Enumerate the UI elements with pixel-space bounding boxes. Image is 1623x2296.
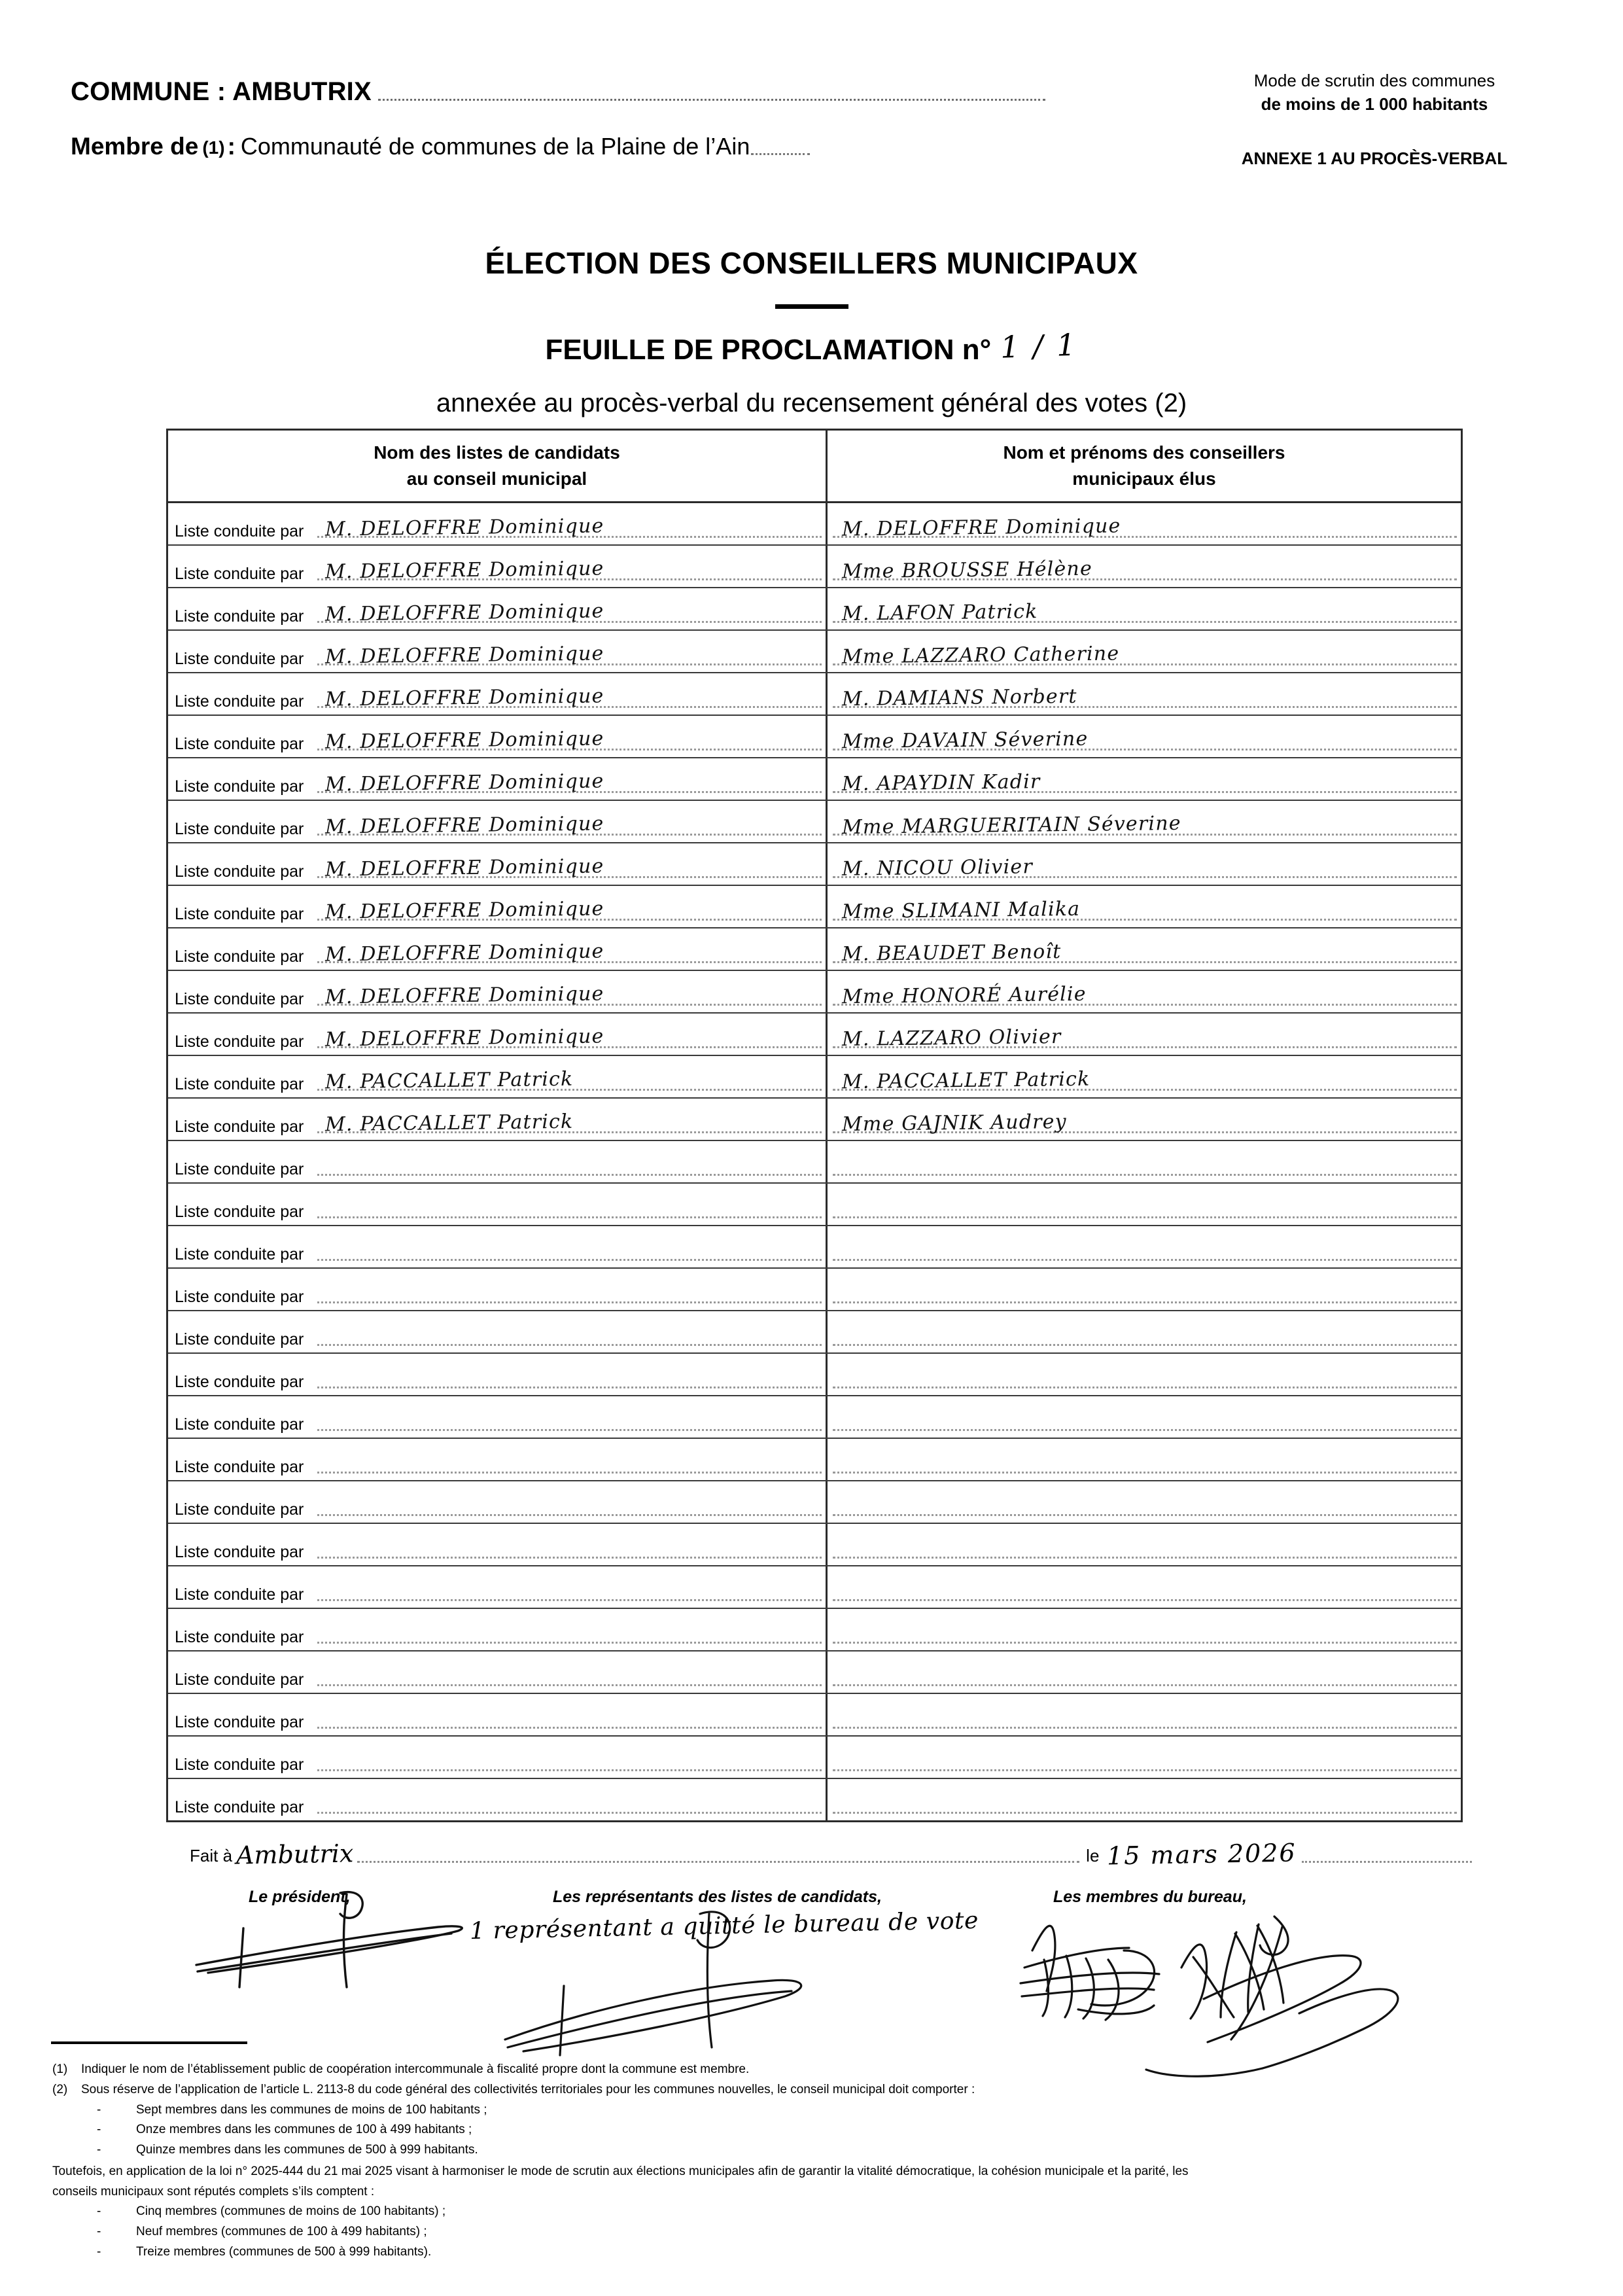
row-list-handwritten: M. DELOFFRE Dominique [324, 855, 604, 881]
table-row[interactable] [168, 843, 1461, 886]
table-row[interactable] [168, 1269, 1461, 1311]
table-row[interactable] [168, 1694, 1461, 1737]
row-elected-handwritten: M. BEAUDET Benoît [841, 940, 1062, 966]
row-prefix-label: Liste conduite par [175, 990, 304, 1008]
row-prefix-label: Liste conduite par [175, 1756, 304, 1774]
row-list-handwritten: M. DELOFFRE Dominique [324, 1025, 604, 1051]
row-dotted-fill [833, 1174, 1457, 1176]
le-label: le [1086, 1846, 1100, 1865]
row-dotted-fill [317, 1259, 822, 1261]
membre-footnote-mark: (1) [202, 137, 225, 158]
row-prefix-label: Liste conduite par [175, 1585, 304, 1604]
scrutin-mode-line2: de moins de 1 000 habitants [1261, 94, 1488, 114]
row-prefix-label: Liste conduite par [175, 1118, 304, 1136]
row-elected-cell[interactable] [828, 1694, 1461, 1735]
table-row[interactable] [168, 1056, 1461, 1099]
row-prefix-label: Liste conduite par [175, 607, 304, 626]
table-row[interactable] [168, 1737, 1461, 1779]
row-prefix-label: Liste conduite par [175, 820, 304, 838]
row-dotted-fill [317, 1301, 822, 1303]
table-row[interactable] [168, 1779, 1461, 1820]
row-elected-handwritten: Mme SLIMANI Malika [841, 897, 1081, 924]
column-header-lists-line2: au conseil municipal [406, 468, 587, 489]
table-row[interactable] [168, 1566, 1461, 1609]
bullet-dash: - [97, 2244, 101, 2259]
row-prefix-label: Liste conduite par [175, 1033, 304, 1051]
table-row[interactable] [168, 1099, 1461, 1141]
row-prefix-label: Liste conduite par [175, 905, 304, 923]
commune-label: COMMUNE : AMBUTRIX [71, 77, 372, 106]
row-list-handwritten: M. PACCALLET Patrick [324, 1110, 574, 1137]
row-elected-cell[interactable] [828, 1056, 1461, 1097]
row-list-cell[interactable] [168, 801, 828, 842]
footnote-1-text: Indiquer le nom de l’établissement public de coopération intercommunale à fiscalité propre dont la commune est membre. [81, 2062, 750, 2076]
row-dotted-fill [833, 1642, 1457, 1644]
row-list-cell[interactable] [168, 631, 828, 672]
footnote-2-bullet-3 [97, 2140, 1583, 2161]
footnote-1-mark: (1) [52, 2062, 68, 2076]
row-dotted-fill [833, 1599, 1457, 1601]
row-elected-cell[interactable] [828, 1099, 1461, 1140]
row-prefix-label: Liste conduite par [175, 1330, 304, 1349]
row-list-cell[interactable] [168, 1014, 828, 1055]
row-dotted-fill [833, 1386, 1457, 1388]
row-dotted-fill [317, 1812, 822, 1814]
row-list-handwritten: M. DELOFFRE Dominique [324, 684, 604, 711]
row-prefix-label: Liste conduite par [175, 1245, 304, 1263]
row-elected-cell[interactable] [828, 716, 1461, 757]
row-list-cell[interactable] [168, 1524, 828, 1565]
row-list-handwritten: M. DELOFFRE Dominique [324, 514, 604, 541]
table-row[interactable] [168, 1651, 1461, 1694]
row-prefix-label: Liste conduite par [175, 1160, 304, 1178]
row-list-handwritten: M. DELOFFRE Dominique [324, 599, 604, 626]
row-elected-cell[interactable] [828, 1439, 1461, 1480]
row-list-cell[interactable] [168, 1651, 828, 1693]
row-elected-handwritten: M. LAZZARO Olivier [841, 1025, 1062, 1051]
row-list-cell[interactable] [168, 1609, 828, 1650]
row-elected-cell[interactable] [828, 971, 1461, 1012]
row-dotted-fill [833, 1727, 1457, 1729]
row-prefix-label: Liste conduite par [175, 1373, 304, 1391]
footnote-paragraph-bullet-3-text: Treize membres (communes de 500 à 999 habitants). [136, 2244, 432, 2259]
row-elected-handwritten: M. NICOU Olivier [841, 855, 1034, 881]
row-list-cell[interactable] [168, 1099, 828, 1140]
row-prefix-label: Liste conduite par [175, 565, 304, 583]
row-elected-handwritten: Mme LAZZARO Catherine [841, 642, 1120, 669]
row-list-cell[interactable] [168, 1184, 828, 1225]
row-prefix-label: Liste conduite par [175, 1203, 304, 1221]
row-dotted-fill [317, 1216, 822, 1218]
row-prefix-label: Liste conduite par [175, 522, 304, 540]
row-prefix-label: Liste conduite par [175, 777, 304, 796]
footnote-paragraph-bullet-1 [97, 2202, 1583, 2222]
footnote-1 [52, 2060, 1583, 2080]
feuille-number-handwritten: 1 / 1 [1000, 327, 1079, 365]
row-prefix-label: Liste conduite par [175, 692, 304, 711]
row-list-handwritten: M. DELOFFRE Dominique [324, 897, 604, 924]
row-list-cell[interactable] [168, 1311, 828, 1352]
table-row[interactable] [168, 1184, 1461, 1226]
row-list-handwritten: M. DELOFFRE Dominique [324, 769, 604, 796]
row-elected-handwritten: M. APAYDIN Kadir [841, 770, 1041, 796]
title-block [0, 245, 1623, 418]
column-header-elected-line1: Nom et prénoms des conseillers [1003, 442, 1285, 463]
table-row[interactable] [168, 758, 1461, 801]
row-elected-cell[interactable] [828, 546, 1461, 587]
commune-line [71, 77, 1117, 107]
table-row[interactable] [168, 1481, 1461, 1524]
table-row[interactable] [168, 1609, 1461, 1651]
row-elected-handwritten: M. PACCALLET Patrick [841, 1067, 1091, 1094]
row-list-cell[interactable] [168, 1141, 828, 1182]
row-dotted-fill [833, 1344, 1457, 1346]
row-list-cell[interactable] [168, 758, 828, 800]
row-dotted-fill [833, 1684, 1457, 1686]
footnote-2-mark: (2) [52, 2082, 68, 2096]
row-list-handwritten: M. DELOFFRE Dominique [324, 982, 604, 1009]
row-elected-handwritten: M. DAMIANS Norbert [841, 684, 1077, 711]
feuille-title: FEUILLE DE PROCLAMATION n° [545, 334, 992, 366]
membre-colon: : [227, 133, 236, 160]
row-elected-cell[interactable] [828, 1014, 1461, 1055]
table-header-row [168, 431, 1461, 503]
row-dotted-fill [833, 1216, 1457, 1218]
row-elected-handwritten: M. DELOFFRE Dominique [841, 514, 1121, 541]
row-elected-cell[interactable] [828, 1141, 1461, 1182]
row-list-cell[interactable] [168, 716, 828, 757]
row-dotted-fill [833, 1557, 1457, 1559]
row-dotted-fill [317, 1514, 822, 1516]
row-elected-cell[interactable] [828, 1566, 1461, 1608]
footnote-2-text: Sous réserve de l’application de l’article L. 2113-8 du code général des collectivités territoriales pour les communes nouvelles, le conseil municipal doit comporter : [81, 2082, 975, 2096]
row-elected-cell[interactable] [828, 1226, 1461, 1267]
bullet-dash: - [97, 2123, 101, 2137]
row-elected-cell[interactable] [828, 928, 1461, 970]
row-elected-cell[interactable] [828, 1184, 1461, 1225]
row-list-cell[interactable] [168, 1396, 828, 1438]
row-dotted-fill [317, 1174, 822, 1176]
row-prefix-label: Liste conduite par [175, 1713, 304, 1731]
row-elected-cell[interactable] [828, 758, 1461, 800]
row-prefix-label: Liste conduite par [175, 947, 304, 966]
main-title: ÉLECTION DES CONSEILLERS MUNICIPAUX [485, 246, 1138, 280]
row-dotted-fill [317, 1344, 822, 1346]
row-elected-cell[interactable] [828, 588, 1461, 629]
row-prefix-label: Liste conduite par [175, 862, 304, 881]
row-list-handwritten: M. DELOFFRE Dominique [324, 557, 604, 584]
row-dotted-fill [317, 1684, 822, 1686]
row-prefix-label: Liste conduite par [175, 1543, 304, 1561]
row-elected-cell[interactable] [828, 1311, 1461, 1352]
footnotes-block [52, 2060, 1583, 2263]
table-row[interactable] [168, 1439, 1461, 1481]
row-prefix-label: Liste conduite par [175, 1075, 304, 1093]
row-elected-cell[interactable] [828, 1779, 1461, 1820]
row-elected-handwritten: Mme DAVAIN Séverine [841, 727, 1089, 754]
membre-dotted-fill [751, 153, 810, 155]
table-row[interactable] [168, 801, 1461, 843]
row-list-cell[interactable] [168, 886, 828, 927]
row-prefix-label: Liste conduite par [175, 1798, 304, 1816]
column-header-elected-line2: municipaux élus [1072, 468, 1216, 489]
membre-label: Membre de [71, 133, 199, 160]
table-row[interactable] [168, 1396, 1461, 1439]
footnote-paragraph-bullet-2-text: Neuf membres (communes de 100 à 499 habitants) ; [136, 2225, 427, 2239]
row-list-cell[interactable] [168, 1439, 828, 1480]
row-list-cell[interactable] [168, 588, 828, 629]
footnote-paragraph-line1: Toutefois, en application de la loi n° 2025-444 du 21 mai 2025 visant à harmoniser le mode de scrutin aux élections municipales afin de garantir la vitalité démocratique, la cohésion municipale et la parité, les [52, 2164, 1189, 2178]
row-list-cell[interactable] [168, 1737, 828, 1778]
column-header-lists [168, 431, 828, 501]
row-dotted-fill [317, 1472, 822, 1474]
row-dotted-fill [317, 1557, 822, 1559]
annexe-label: ANNEXE 1 AU PROCÈS-VERBAL [1241, 148, 1508, 168]
column-header-elected [828, 431, 1461, 501]
row-prefix-label: Liste conduite par [175, 1415, 304, 1434]
row-dotted-fill [317, 1642, 822, 1644]
fait-a-line [190, 1840, 1472, 1869]
table-row[interactable] [168, 928, 1461, 971]
row-elected-cell[interactable] [828, 1651, 1461, 1693]
row-dotted-fill [833, 1429, 1457, 1431]
scrutin-mode-line1: Mode de scrutin des communes [1253, 71, 1495, 90]
row-list-cell[interactable] [168, 1354, 828, 1395]
row-list-cell[interactable] [168, 928, 828, 970]
row-list-cell[interactable] [168, 1566, 828, 1608]
row-list-cell[interactable] [168, 1779, 828, 1820]
row-elected-handwritten: Mme GAJNIK Audrey [841, 1110, 1067, 1137]
row-elected-cell[interactable] [828, 1354, 1461, 1395]
table-row[interactable] [168, 1524, 1461, 1566]
row-dotted-fill [317, 1599, 822, 1601]
table-row[interactable] [168, 673, 1461, 716]
row-prefix-label: Liste conduite par [175, 1628, 304, 1646]
table-row[interactable] [168, 1226, 1461, 1269]
subtitle: annexée au procès-verbal du recensement général des votes (2) [436, 389, 1187, 417]
table-body [168, 503, 1461, 1820]
row-elected-cell[interactable] [828, 1269, 1461, 1310]
row-dotted-fill [833, 1514, 1457, 1516]
row-list-cell[interactable] [168, 1226, 828, 1267]
fait-a-label: Fait à [190, 1846, 233, 1865]
row-elected-cell[interactable] [828, 631, 1461, 672]
table-row[interactable] [168, 1354, 1461, 1396]
row-elected-cell[interactable] [828, 1524, 1461, 1565]
table-row[interactable] [168, 631, 1461, 673]
row-list-cell[interactable] [168, 503, 828, 544]
footnote-2-bullet-1 [97, 2100, 1583, 2121]
row-dotted-fill [317, 1727, 822, 1729]
table-row[interactable] [168, 971, 1461, 1014]
footnote-paragraph [52, 2162, 1583, 2202]
row-elected-cell[interactable] [828, 801, 1461, 842]
row-list-cell[interactable] [168, 971, 828, 1012]
column-header-lists-line1: Nom des listes de candidats [374, 442, 620, 463]
header-right-block [1165, 69, 1584, 170]
row-dotted-fill [317, 1429, 822, 1431]
row-list-handwritten: M. DELOFFRE Dominique [324, 812, 604, 839]
representants-signature-label: Les représentants des listes de candidats, [553, 1888, 882, 1906]
row-dotted-fill [833, 1769, 1457, 1771]
footnote-paragraph-bullet-2 [97, 2222, 1583, 2242]
footnote-paragraph-bullet-3 [97, 2242, 1583, 2263]
row-list-handwritten: M. DELOFFRE Dominique [324, 727, 604, 754]
row-elected-cell[interactable] [828, 886, 1461, 927]
row-dotted-fill [317, 1769, 822, 1771]
row-list-cell[interactable] [168, 1694, 828, 1735]
row-prefix-label: Liste conduite par [175, 735, 304, 753]
row-list-cell[interactable] [168, 673, 828, 715]
row-elected-handwritten: Mme HONORÉ Aurélie [841, 982, 1087, 1009]
row-prefix-label: Liste conduite par [175, 1500, 304, 1519]
membre-line [71, 133, 1117, 160]
fait-a-dotted-fill [357, 1861, 1079, 1863]
row-list-cell[interactable] [168, 1481, 828, 1523]
row-prefix-label: Liste conduite par [175, 1288, 304, 1306]
row-elected-cell[interactable] [828, 1481, 1461, 1523]
row-elected-cell[interactable] [828, 1737, 1461, 1778]
bullet-dash: - [97, 2225, 101, 2239]
row-dotted-fill [833, 1301, 1457, 1303]
feuille-title-row [545, 327, 1079, 366]
footnote-2-bullet-1-text: Sept membres dans les communes de moins de 100 habitants ; [136, 2102, 487, 2117]
footnote-2-bullet-3-text: Quinze membres dans les communes de 500 à 999 habitants. [136, 2143, 478, 2157]
row-list-handwritten: M. DELOFFRE Dominique [324, 642, 604, 669]
table-row[interactable] [168, 546, 1461, 588]
bureau-signature-label: Les membres du bureau, [1053, 1888, 1247, 1906]
row-elected-handwritten: M. LAFON Patrick [841, 600, 1038, 626]
row-list-cell[interactable] [168, 1056, 828, 1097]
footnote-2-bullet-2 [97, 2120, 1583, 2140]
row-prefix-label: Liste conduite par [175, 1458, 304, 1476]
table-row[interactable] [168, 1014, 1461, 1056]
row-list-handwritten: M. DELOFFRE Dominique [324, 940, 604, 966]
row-elected-handwritten: Mme BROUSSE Hélène [841, 557, 1093, 584]
bullet-dash: - [97, 2143, 101, 2157]
president-signature-label: Le président, [249, 1888, 351, 1906]
row-list-cell[interactable] [168, 546, 828, 587]
signature-strokes [0, 1888, 1623, 2077]
date-dotted-fill [1302, 1861, 1472, 1863]
row-elected-cell[interactable] [828, 673, 1461, 715]
proclamation-table [166, 429, 1463, 1822]
row-list-cell[interactable] [168, 843, 828, 885]
fait-a-value-handwritten: Ambutrix [236, 1839, 354, 1870]
row-elected-cell[interactable] [828, 1396, 1461, 1438]
commune-dotted-fill [378, 99, 1045, 101]
table-row[interactable] [168, 1141, 1461, 1184]
row-elected-cell[interactable] [828, 1609, 1461, 1650]
footnote-paragraph-line2: conseils municipaux sont réputés complets s’ils comptent : [52, 2184, 375, 2199]
footnote-divider [51, 2041, 247, 2044]
row-elected-cell[interactable] [828, 503, 1461, 544]
title-divider [775, 304, 848, 309]
header-left-block [71, 77, 1117, 160]
table-row[interactable] [168, 1311, 1461, 1354]
row-prefix-label: Liste conduite par [175, 650, 304, 668]
footnote-paragraph-bullet-1-text: Cinq membres (communes de moins de 100 habitants) ; [136, 2204, 446, 2219]
row-elected-cell[interactable] [828, 843, 1461, 885]
footnote-2 [52, 2080, 1583, 2100]
table-row[interactable] [168, 716, 1461, 758]
membre-value: Communauté de communes de la Plaine de l’Ain [240, 133, 750, 160]
bullet-dash: - [97, 2204, 101, 2219]
table-row[interactable] [168, 886, 1461, 928]
table-row[interactable] [168, 503, 1461, 546]
row-dotted-fill [833, 1812, 1457, 1814]
footnote-paragraph-bullets [97, 2202, 1583, 2262]
row-elected-handwritten: Mme MARGUERITAIN Séverine [841, 811, 1181, 839]
footnote-2-bullets [97, 2100, 1583, 2161]
row-list-cell[interactable] [168, 1269, 828, 1310]
row-dotted-fill [833, 1472, 1457, 1474]
date-value-handwritten: 15 mars 2026 [1107, 1838, 1297, 1871]
row-list-handwritten: M. PACCALLET Patrick [324, 1067, 574, 1094]
footnote-2-bullet-2-text: Onze membres dans les communes de 100 à 499 habitants ; [136, 2123, 472, 2137]
row-dotted-fill [317, 1386, 822, 1388]
row-prefix-label: Liste conduite par [175, 1670, 304, 1689]
handwritten-note: 1 représentant a quitté le bureau de vote [469, 1907, 979, 1945]
table-row[interactable] [168, 588, 1461, 631]
row-dotted-fill [833, 1259, 1457, 1261]
bullet-dash: - [97, 2102, 101, 2117]
